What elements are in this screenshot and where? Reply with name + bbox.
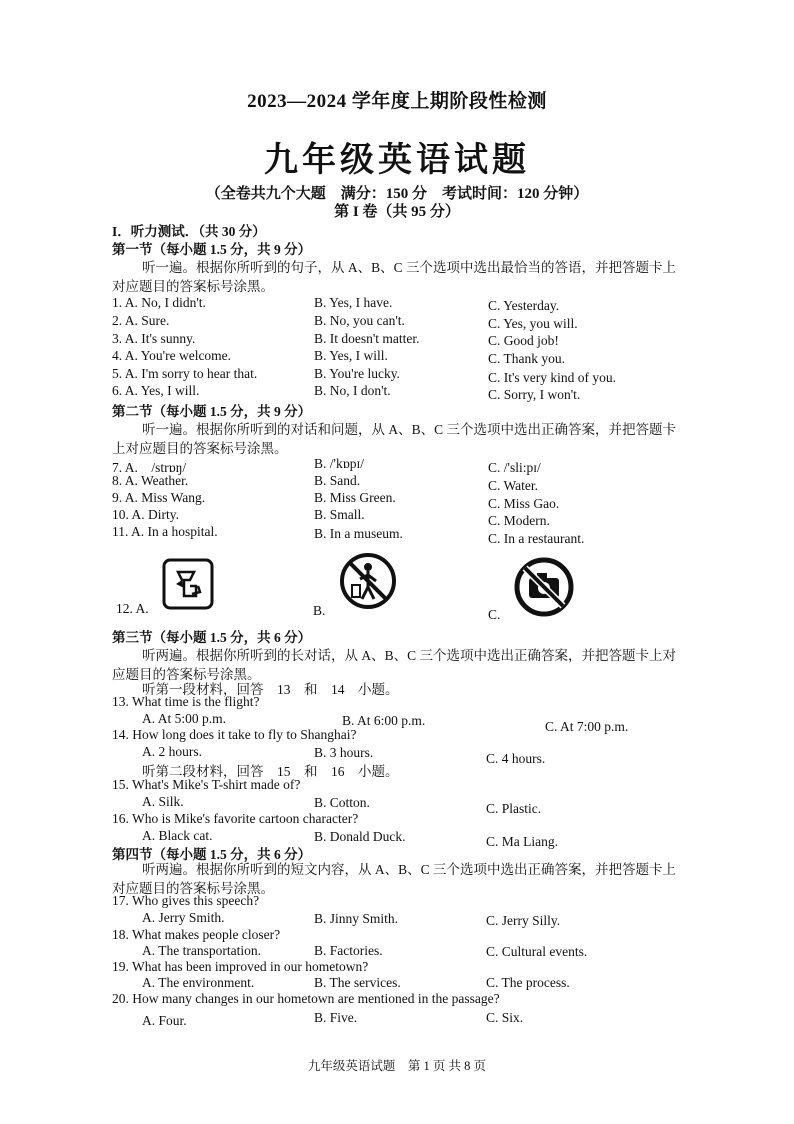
- q18-stem: 18. What makes people closer?: [112, 927, 281, 942]
- q14-option-b[interactable]: B. 3 hours.: [314, 745, 374, 760]
- q9-option-c[interactable]: C. Miss Gao.: [488, 496, 560, 511]
- q4-option-a[interactable]: 4. A. You're welcome.: [112, 348, 232, 363]
- q7-option-b[interactable]: B. /'kɒpɪ/: [314, 456, 364, 471]
- q6-option-a[interactable]: 6. A. Yes, I will.: [112, 383, 200, 398]
- q17-option-b[interactable]: B. Jinny Smith.: [314, 911, 399, 926]
- q18-option-b[interactable]: B. Factories.: [314, 943, 383, 958]
- exam-term: 2023—2024 学年度上期阶段性检测: [247, 91, 547, 112]
- section1-title: 第一节（每小题 1.5 分，共 9 分）: [112, 242, 312, 257]
- q7-option-c[interactable]: C. /'sli:pɪ/: [488, 460, 541, 475]
- q9-option-a[interactable]: 9. A. Miss Wang.: [112, 490, 206, 505]
- q14-option-a[interactable]: A. 2 hours.: [142, 744, 202, 759]
- q15-option-b[interactable]: B. Cotton.: [314, 795, 370, 810]
- q13-option-b[interactable]: B. At 6:00 p.m.: [342, 713, 426, 728]
- q13-option-a[interactable]: A. At 5:00 p.m.: [142, 711, 227, 726]
- section2-instructions: 听一遍。根据你所听到的对话和问题，从 A、B、C 三个选项中选出正确答案，并把答题卡上对应题目的答案标号涂黑。: [112, 422, 677, 456]
- material1-note: 听第一段材料，回答 13 和 14 小题。: [142, 682, 399, 697]
- q17-option-c[interactable]: C. Jerry Silly.: [486, 913, 561, 928]
- q2-option-c[interactable]: C. Yes, you will.: [488, 316, 578, 331]
- q18-option-a[interactable]: A. The transportation.: [142, 943, 261, 958]
- q8-option-c[interactable]: C. Water.: [488, 478, 539, 493]
- q18-option-c[interactable]: C. Cultural events.: [486, 944, 588, 959]
- page-footer: 九年级英语试题 第 1 页 共 8 页: [307, 1059, 487, 1073]
- exam-info: （全卷共九个大题 满分：150 分 考试时间：120 分钟）: [205, 186, 589, 202]
- q10-option-c[interactable]: C. Modern.: [488, 513, 550, 528]
- q11-option-b[interactable]: B. In a museum.: [314, 526, 403, 541]
- q20-option-b[interactable]: B. Five.: [314, 1010, 358, 1025]
- q17-option-a[interactable]: A. Jerry Smith.: [142, 910, 225, 925]
- q20-option-a[interactable]: A. Four.: [142, 1013, 187, 1028]
- q14-option-c[interactable]: C. 4 hours.: [486, 751, 546, 766]
- q5-option-a[interactable]: 5. A. I'm sorry to hear that.: [112, 366, 258, 381]
- q4-option-b[interactable]: B. Yes, I will.: [314, 348, 388, 363]
- q11-option-c[interactable]: C. In a restaurant.: [488, 531, 585, 546]
- q8-option-b[interactable]: B. Sand.: [314, 473, 361, 488]
- section2-title: 第二节（每小题 1.5 分，共 9 分）: [112, 404, 312, 419]
- q1-option-b[interactable]: B. Yes, I have.: [314, 295, 393, 310]
- q20-option-c[interactable]: C. Six.: [486, 1010, 524, 1025]
- q12-option-a[interactable]: 12. A.: [116, 601, 149, 616]
- q13-option-c[interactable]: C. At 7:00 p.m.: [545, 719, 629, 734]
- no-photography-sign-icon[interactable]: [513, 556, 575, 618]
- q16-option-b[interactable]: B. Donald Duck.: [314, 829, 406, 844]
- q12-option-b[interactable]: B.: [313, 603, 326, 618]
- part1-title: I．听力测试．（共 30 分）: [112, 224, 266, 239]
- q13-stem: 13. What time is the flight?: [112, 694, 260, 709]
- volume-title: 第 I 卷（共 95 分）: [334, 204, 460, 220]
- q20-stem: 20. How many changes in our hometown are mentioned in the passage?: [112, 991, 500, 1006]
- q3-option-a[interactable]: 3. A. It's sunny.: [112, 331, 196, 346]
- q10-option-b[interactable]: B. Small.: [314, 507, 365, 522]
- q19-stem: 19. What has been improved in our hometown?: [112, 959, 369, 974]
- section1-instructions: 听一遍。根据你所听到的句子，从 A、B、C 三个选项中选出最恰当的答语，并把答题卡上对应题目的答案标号涂黑。: [112, 260, 677, 294]
- q2-option-a[interactable]: 2. A. Sure.: [112, 313, 170, 328]
- q16-stem: 16. Who is Mike's favorite cartoon character?: [112, 811, 359, 826]
- exam-title: 九年级英语试题: [264, 142, 530, 179]
- q8-option-a[interactable]: 8. A. Weather.: [112, 473, 189, 488]
- material2-note: 听第二段材料，回答 15 和 16 小题。: [142, 764, 399, 779]
- q16-option-a[interactable]: A. Black cat.: [142, 828, 213, 843]
- q16-option-c[interactable]: C. Ma Liang.: [486, 834, 558, 849]
- q12-option-c[interactable]: C.: [488, 607, 501, 622]
- section3-title: 第三节（每小题 1.5 分，共 6 分）: [112, 630, 312, 645]
- recycling-sign-icon[interactable]: [162, 558, 214, 610]
- section4-instructions: 听两遍。根据你所听到的短文内容，从 A、B、C 三个选项中选出正确答案，并把答题卡上对应题目的答案标号涂黑。: [112, 862, 677, 896]
- q19-option-b[interactable]: B. The services.: [314, 975, 401, 990]
- q17-stem: 17. Who gives this speech?: [112, 893, 260, 908]
- q19-option-a[interactable]: A. The environment.: [142, 975, 255, 990]
- q9-option-b[interactable]: B. Miss Green.: [314, 490, 396, 505]
- q3-option-c[interactable]: C. Good job!: [488, 333, 559, 348]
- q1-option-c[interactable]: C. Yesterday.: [488, 298, 560, 313]
- no-littering-sign-icon[interactable]: [338, 551, 398, 611]
- q10-option-a[interactable]: 10. A. Dirty.: [112, 507, 179, 522]
- q5-option-c[interactable]: C. It's very kind of you.: [488, 370, 617, 385]
- q5-option-b[interactable]: B. You're lucky.: [314, 366, 400, 381]
- q15-stem: 15. What's Mike's T-shirt made of?: [112, 777, 301, 792]
- q11-option-a[interactable]: 11. A. In a hospital.: [112, 524, 218, 539]
- section4-title: 第四节（每小题 1.5 分，共 6 分）: [112, 847, 312, 862]
- q4-option-c[interactable]: C. Thank you.: [488, 351, 565, 366]
- q14-stem: 14. How long does it take to fly to Shanghai?: [112, 727, 357, 742]
- q6-option-b[interactable]: B. No, I don't.: [314, 383, 391, 398]
- q15-option-c[interactable]: C. Plastic.: [486, 801, 542, 816]
- q3-option-b[interactable]: B. It doesn't matter.: [314, 331, 420, 346]
- q7-option-a[interactable]: 7. A. /strɒŋ/: [112, 460, 187, 475]
- q19-option-c[interactable]: C. The process.: [486, 975, 570, 990]
- q2-option-b[interactable]: B. No, you can't.: [314, 313, 405, 328]
- q1-option-a[interactable]: 1. A. No, I didn't.: [112, 295, 206, 310]
- q15-option-a[interactable]: A. Silk.: [142, 794, 184, 809]
- q6-option-c[interactable]: C. Sorry, I won't.: [488, 387, 581, 402]
- section3-instructions: 听两遍。根据你所听到的长对话，从 A、B、C 三个选项中选出正确答案，并把答题卡上对应题目的答案标号涂黑。: [112, 648, 677, 682]
